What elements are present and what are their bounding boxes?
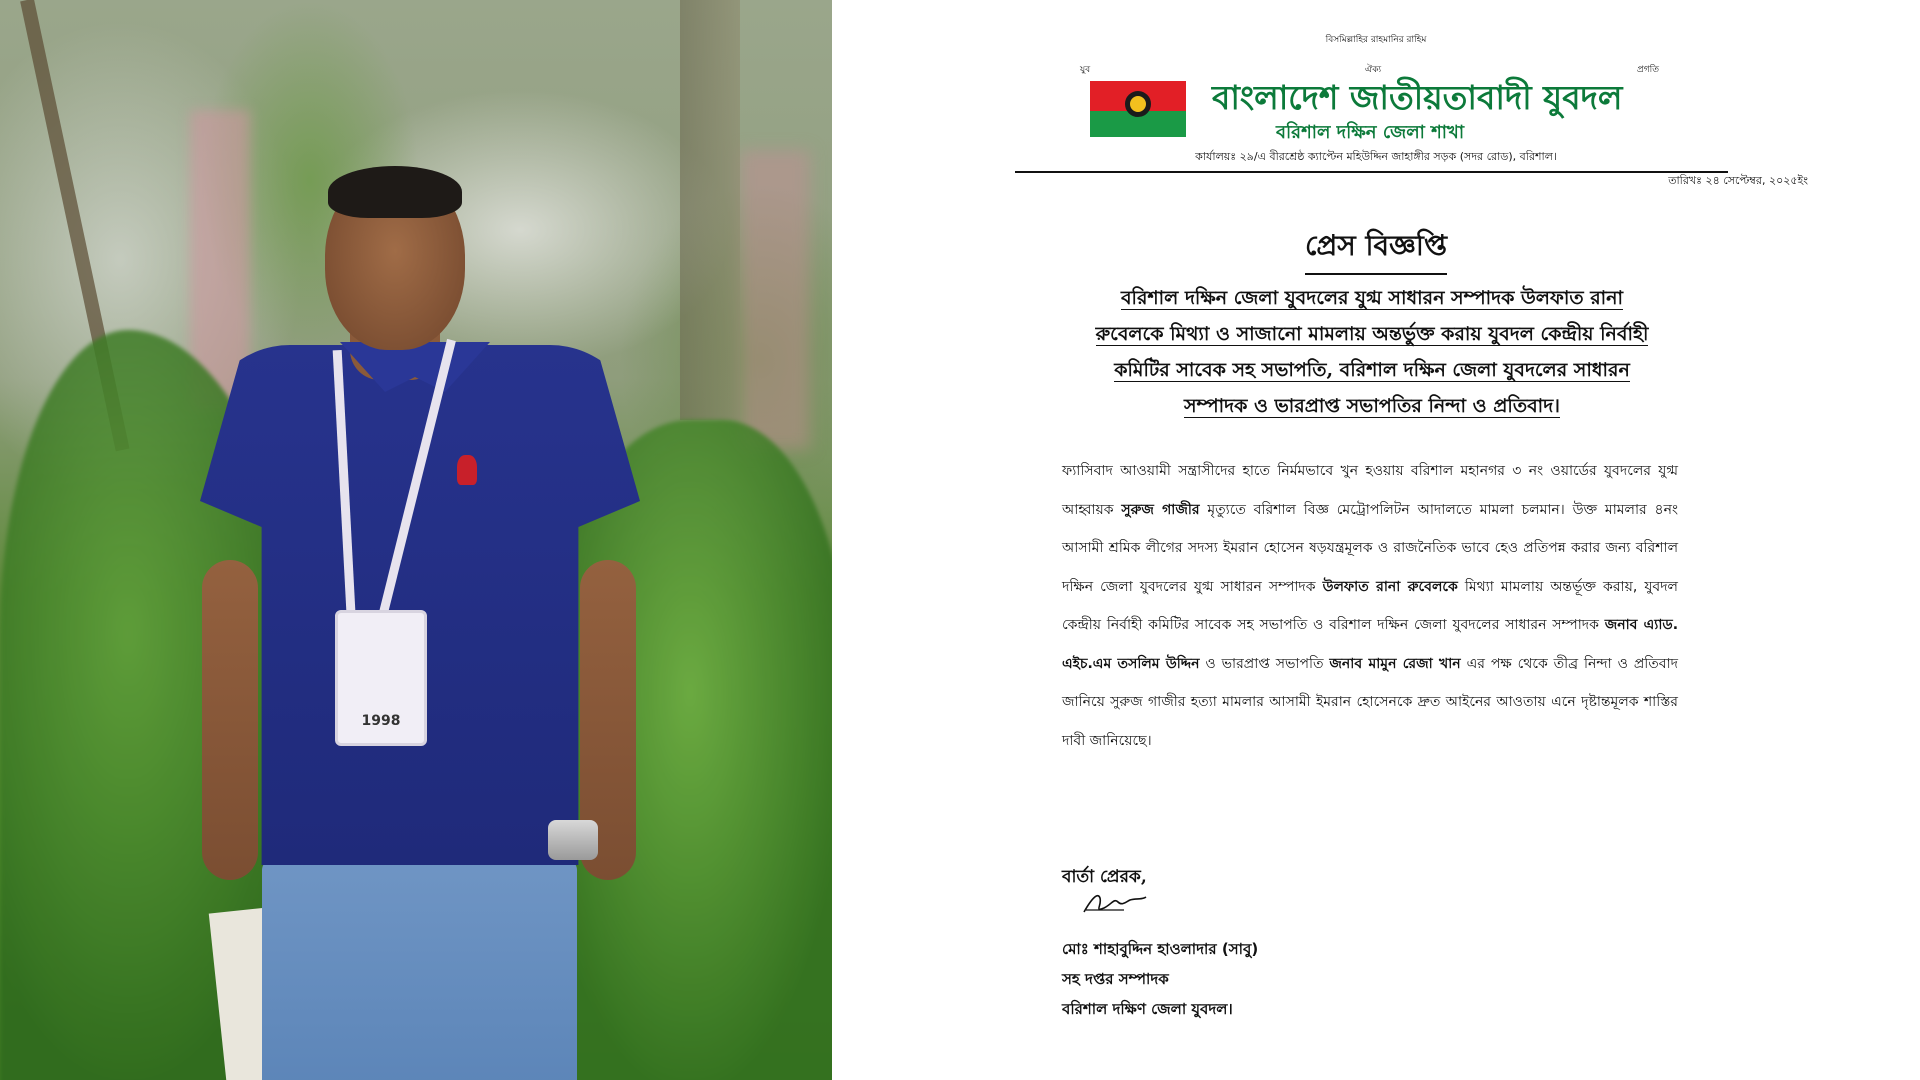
motto-center: ঐক্য [1365, 65, 1382, 75]
shirt-logo-icon [457, 455, 477, 485]
body-text: এর পক্ষ থেকে তীব্র নিন্দা ও প্রতিবাদ জানিয়ে সুরুজ গাজীর হত্যা মামলার আসামী ইমরান হোসেনকে দ্রুত আইনের আওতায় এনে দৃষ্টান্তমূলক শাস্তির দাবী জানিয়েছে। [1062, 655, 1678, 749]
left-arm [202, 560, 258, 880]
body-text: মিথ্যা মামলায় অন্তর্ভূক্ত করায়, যুবদল কেন্দ্রীয় নির্বাহী কমিটির সাবেক সহ সভাপতি ও বরিশাল দক্ষিন জেলা যুবদলের সাধারন সম্পাদক [1062, 578, 1678, 633]
jeans [262, 860, 577, 1080]
signature [1080, 888, 1150, 916]
headline-line: কমিটির সাবেক সহ সভাপতি, বরিশাল দক্ষিন জেলা যুবদলের সাধারন [1114, 359, 1630, 381]
id-badge [335, 610, 427, 746]
press-release-document [832, 0, 1920, 1080]
body-bold-name: জনাব এ্যাড. এইচ.এম তসলিম উদ্দিন [1062, 617, 1679, 672]
sender-label: বার্তা প্রেরক, [1062, 867, 1147, 887]
body-text: ফ্যাসিবাদ আওয়ামী সন্ত্রাসীদের হাতে নির্মমভাবে খুন হওয়ায় বরিশাল মহানগর ৩ নং ওয়ার্ডের যুবদলের যুগ্ম আহ্বায়ক [1062, 463, 1678, 518]
branch-name: বরিশাল দক্ষিন জেলা শাখা [1276, 122, 1465, 143]
motto-right: প্রগতি [1637, 65, 1659, 75]
body-text: মৃত্যুতে বরিশাল বিজ্ঞ মেট্রোপলিটন আদালতে মামলা চলমান। উক্ত মামলার ৪নং আসামী শ্রমিক লীগের সদস্য ইমরান হোসেন ষড়যন্ত্রমূলক ও রাজনৈতিক ভাবে হেও প্রতিপন্ন করার জন্য বরিশাল দক্ষিন জেলা যুবদলের যুগ্ম সাধারন সম্পাদক [1062, 501, 1678, 595]
background-wall-right [740, 150, 810, 450]
body-bold-name: উলফাত রানা রুবেলকে [1322, 578, 1458, 595]
wrist-watch [548, 820, 598, 860]
body-paragraph [1062, 452, 1678, 760]
hair [328, 166, 462, 218]
party-flag-logo [1090, 81, 1186, 137]
badge-number: 1998 [361, 713, 401, 729]
document-date: তারিখঃ ২৪ সেপ্টেম্বর, ২০২৫ইং [1668, 174, 1808, 187]
tree-trunk-right [680, 0, 740, 420]
office-address: কার্যালয়ঃ ২৯/এ বীরশ্রেষ্ঠ ক্যাপ্টেন মহিউদ্দিন জাহাঙ্গীর সড়ক (সদর রোড), বরিশাল। [1195, 150, 1557, 163]
header-divider [1015, 171, 1728, 173]
body-text: ও ভারপ্রাপ্ত সভাপতি [1199, 655, 1330, 672]
headline-line: রুবেলকে মিথ্যা ও সাজানো মামলায় অন্তর্ভুক্ত করায় যুবদল কেন্দ্রীয় নির্বাহী [1095, 323, 1649, 345]
portrait-photo [0, 0, 832, 1080]
wheel-emblem-icon [1125, 91, 1151, 117]
sender-organization: বরিশাল দক্ষিণ জেলা যুবদল। [1062, 1000, 1233, 1018]
headline [1062, 280, 1682, 424]
organization-name: বাংলাদেশ জাতীয়তাবাদী যুবদল [1212, 78, 1623, 117]
sender-title: সহ দপ্তর সম্পাদক [1062, 970, 1169, 988]
body-bold-name: জনাব মামুন রেজা খান [1329, 655, 1461, 672]
polo-shirt [200, 345, 640, 865]
sender-name: মোঃ শাহাবুদ্দিন হাওলাদার (সাবু) [1062, 940, 1259, 958]
headline-line: সম্পাদক ও ভারপ্রাপ্ত সভাপতির নিন্দা ও প্রতিবাদ। [1184, 395, 1560, 417]
press-release-title [832, 224, 1920, 275]
body-bold-name: সুরুজ গাজীর [1121, 501, 1200, 518]
press-release-title-text: প্রেস বিজ্ঞপ্তি [1305, 224, 1447, 275]
person [200, 170, 640, 1080]
headline-line: বরিশাল দক্ষিন জেলা যুবদলের যুগ্ম সাধারন সম্পাদক উলফাত রানা [1120, 287, 1624, 309]
motto-left: যুব [1080, 65, 1091, 75]
motto: বিসমিল্লাহির রাহমানির রাহিম [1325, 35, 1427, 45]
